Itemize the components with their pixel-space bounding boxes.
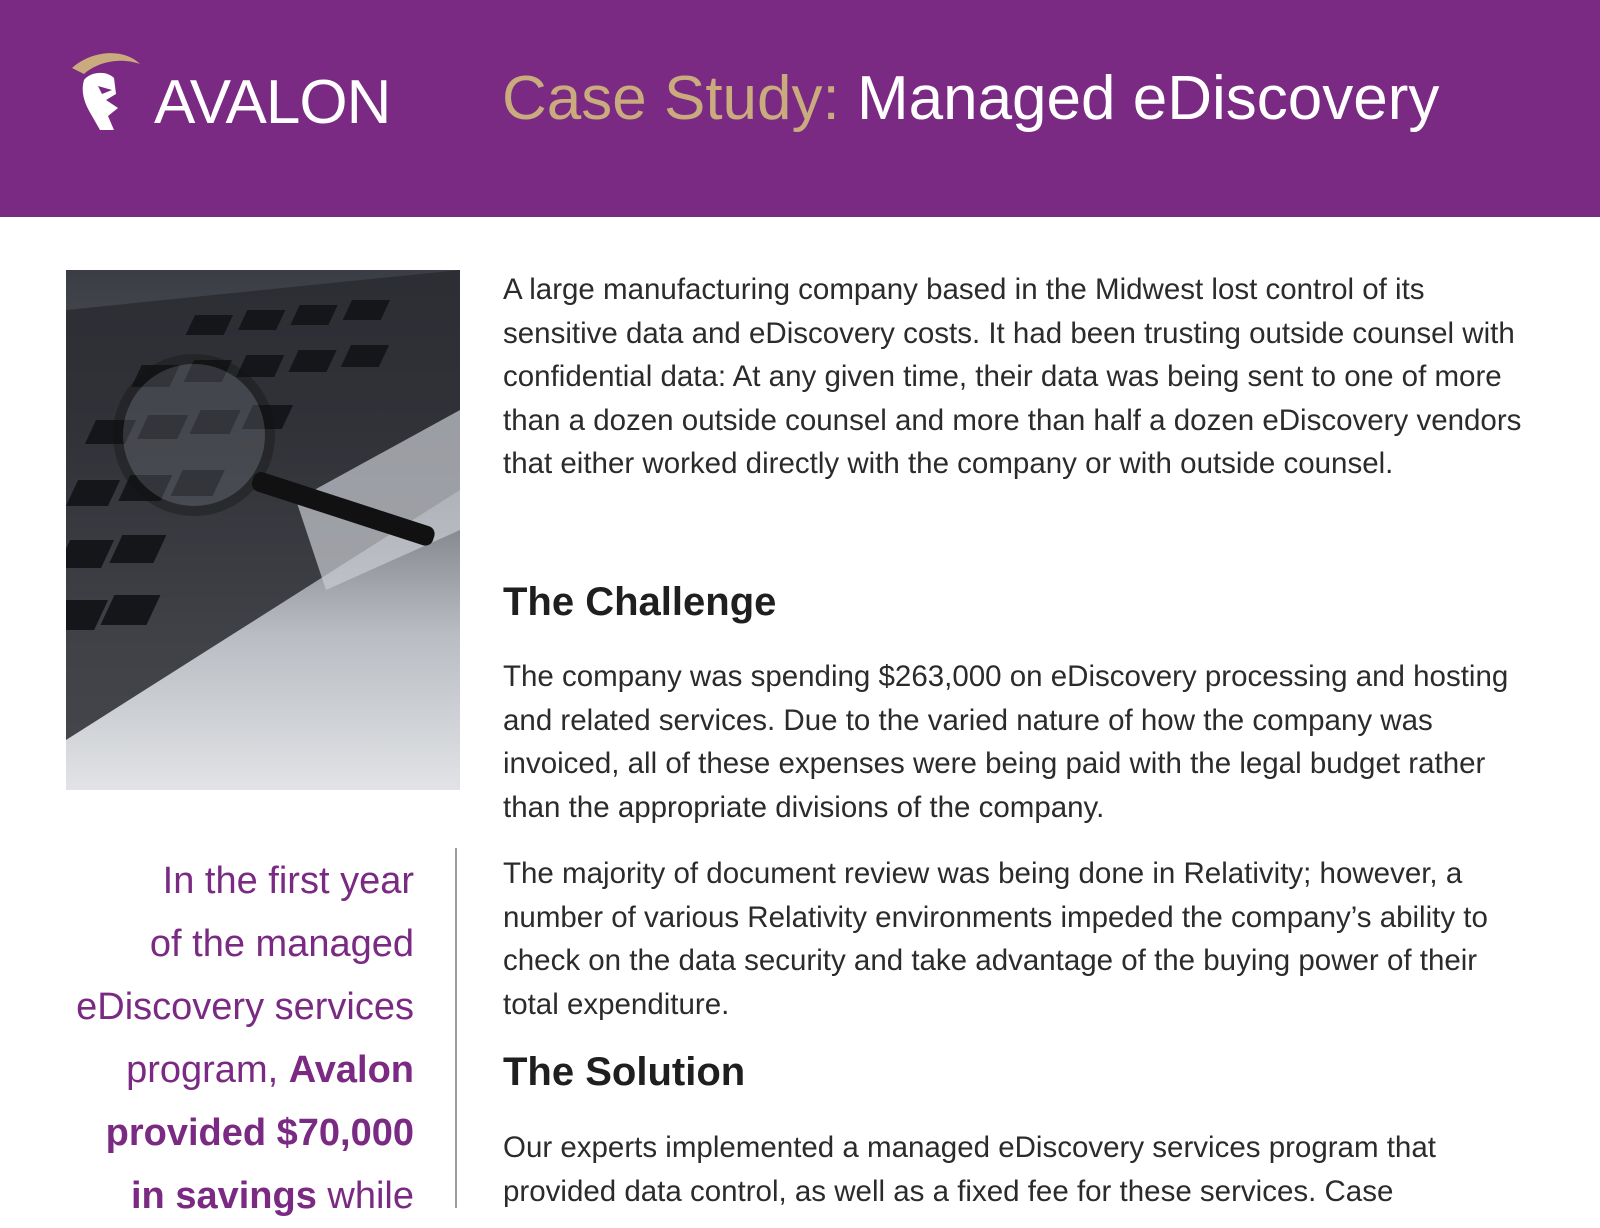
magnifying-glass-icon [66, 270, 460, 790]
quote-highlight: provided $70,000 [105, 1112, 414, 1154]
quote-line: of the managed [149, 923, 414, 965]
quote-text: program, [126, 1049, 289, 1091]
challenge-paragraph-2: The majority of document review was being done in Relativity; however, a number of various Relativity environments impeded the company’s ability to check on the data security and take advantage of the buying power of their total expenditure. [503, 857, 1488, 1021]
quote-divider [455, 848, 457, 1208]
intro-paragraph: A large manufacturing company based in the Midwest lost control of its sensitive data and eDiscovery costs. It had been trusting outside counsel with confidential data: At any given time, their data was being sent to one of more than a dozen outside counsel and more than half a dozen eDiscovery vendors that either worked directly with the company or with outside counsel. [503, 273, 1522, 480]
quote-text: while [316, 1175, 414, 1217]
solution-paragraph: Our experts implemented a managed eDiscovery services program that provided data control, as well as a fixed fee for these services. Case [503, 1131, 1436, 1208]
pull-quote [30, 850, 414, 1228]
quote-highlight: in savings [131, 1175, 317, 1217]
logo-text: AVALON [154, 68, 391, 137]
avalon-logo[interactable] [62, 50, 422, 150]
quote-line [30, 1165, 414, 1228]
solution-heading: The Solution [503, 1050, 746, 1094]
quote-line: In the first year [162, 860, 414, 902]
title-main: Managed eDiscovery [856, 64, 1440, 133]
page-title [502, 62, 1439, 136]
quote-line: eDiscovery services [76, 986, 414, 1028]
laptop-magnifying-glass-photo [66, 270, 460, 790]
challenge-heading: The Challenge [503, 580, 777, 624]
challenge-paragraph-1: The company was spending $263,000 on eDiscovery processing and hosting and related services. Due to the varied nature of how the company was invoiced, all of these expenses were being paid with the legal budget rather than the appropriate divisions of the company. [503, 660, 1509, 824]
quote-highlight: Avalon [288, 1049, 414, 1091]
quote-line [30, 1102, 414, 1165]
knight-helmet-icon [62, 50, 162, 150]
quote-line [30, 1039, 414, 1102]
title-prefix: Case Study: [502, 64, 840, 133]
header-banner [0, 0, 1600, 217]
